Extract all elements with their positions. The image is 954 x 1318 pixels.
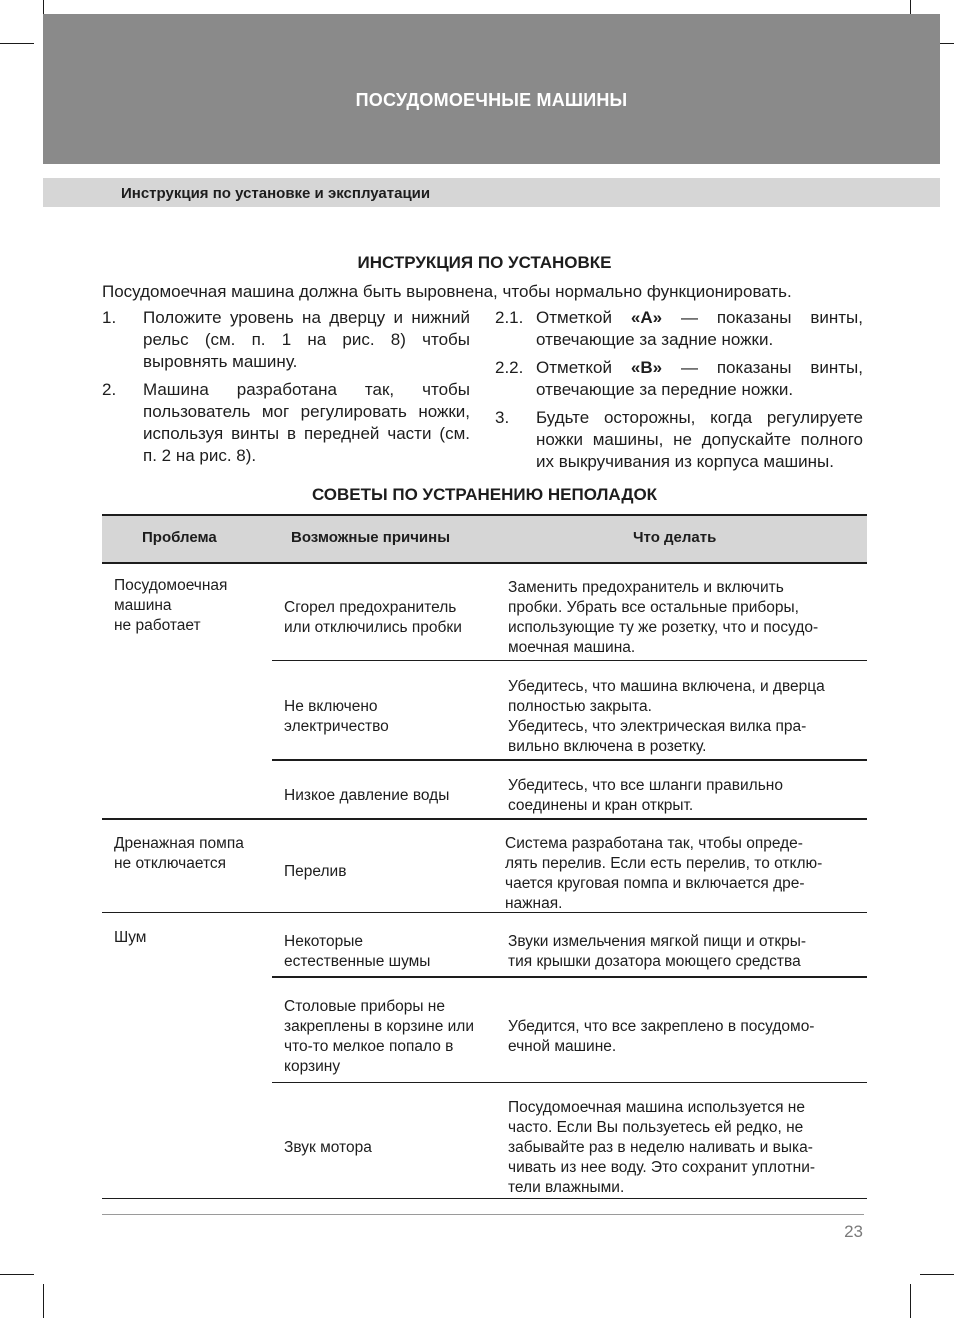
list-number: 1. [102, 308, 117, 327]
action-cell: Убедитесь, что все шланги правильно соединены и кран открыт. [508, 777, 783, 814]
column-header-problem: Проблема [142, 529, 217, 546]
problem-cell: Шум [114, 929, 147, 946]
list-item [495, 307, 863, 351]
list-text-pre: Отметкой [536, 308, 631, 327]
list-number: 2.1. [495, 308, 524, 327]
list-text: Будьте осторожны, когда регулируете ножки машины, не допускайте полного их выкручивания из корпуса машины. [536, 408, 863, 471]
page-title: ПОСУДОМОЕЧНЫЕ МАШИНЫ [355, 90, 628, 110]
install-list-right [495, 307, 863, 479]
list-number: 2.2. [495, 358, 524, 377]
row-divider [272, 976, 867, 978]
crop-mark [920, 1274, 954, 1275]
row-divider [272, 1082, 867, 1083]
row-divider [272, 759, 867, 761]
list-text: Положите уровень на дверцу и нижний рельс (см. п. 1 на рис. 8) чтобы выровнять машину. [143, 308, 470, 371]
group-divider [102, 912, 867, 913]
mark-a: «A» [630, 308, 663, 327]
install-title: ИНСТРУКЦИЯ ПО УСТАНОВКЕ [357, 253, 612, 272]
install-intro: Посудомоечная машина должна быть выровнена, чтобы нормально функционировать. [102, 282, 792, 301]
problem-cell: Дренажная помпа не отключается [114, 835, 244, 872]
list-number: 2. [102, 380, 117, 399]
cause-cell: Некоторые естественные шумы [284, 933, 431, 970]
action-cell: Система разработана так, чтобы опреде- лять перелив. Если есть перелив, то отклю- чается круговая помпа и включается дре- нажная. [505, 835, 823, 912]
action-cell: Убедится, что все закреплено в посудомо- ечной машине. [508, 1018, 815, 1055]
list-text-pre: Отметкой [536, 358, 631, 377]
list-number: 3. [495, 408, 510, 427]
subheader-band [43, 178, 940, 207]
action-cell: Посудомоечная машина используется не часто. Если Вы пользуетесь ей редко, не забывайте раз в неделю наливать и выка- чивать из нее воду. Это сохранит уплотни- тели влажными. [508, 1099, 816, 1196]
cause-cell: Низкое давление воды [284, 787, 450, 804]
crop-mark [910, 1284, 911, 1318]
list-text: Машина разработана так, чтобы пользователь мог регулировать ножки, используя винты в передней части (см. п. 2 на рис. 8). [143, 380, 470, 465]
page-subtitle: Инструкция по установке и эксплуатации [121, 185, 431, 202]
footer-divider [102, 1214, 864, 1215]
list-text-post: — показаны винты, отвечающие за задние ножки. [536, 308, 863, 349]
action-cell: Убедитесь, что машина включена, и дверца полностью закрыта. Убедитесь, что электрическая вилка пра- вильно включена в розетку. [508, 678, 825, 755]
list-text [536, 357, 863, 401]
column-header-causes: Возможные причины [291, 529, 451, 546]
list-item [102, 379, 470, 467]
cause-cell: Не включено электричество [284, 698, 389, 735]
troubleshooting-table [102, 514, 867, 564]
row-divider [272, 660, 867, 661]
list-text [536, 307, 863, 351]
list-item [495, 407, 863, 473]
action-cell: Звуки измельчения мягкой пищи и откры- тия крышки дозатора моющего средства [508, 933, 807, 970]
cause-cell: Перелив [284, 863, 347, 880]
list-item [495, 357, 863, 401]
problem-cell: Посудомоечная машина не работает [114, 577, 228, 634]
table-bottom-border [102, 1198, 867, 1199]
troubleshooting-title: СОВЕТЫ ПО УСТРАНЕНИЮ НЕПОЛАДОК [311, 485, 658, 504]
action-cell: Заменить предохранитель и включить пробки. Убрать все остальные приборы, использующие ту же розетку, что и посудо- моечная машина. [508, 579, 819, 656]
crop-mark [43, 1284, 44, 1318]
cause-cell: Сгорел предохранитель или отключились пробки [284, 599, 462, 636]
crop-mark [0, 1274, 34, 1275]
table-header [102, 514, 867, 564]
group-divider [102, 818, 867, 820]
list-text-post: — показаны винты, отвечающие за передние ножки. [536, 358, 863, 399]
cause-cell: Столовые приборы не закреплены в корзине или что-то мелкое попало в корзину [284, 998, 474, 1075]
header-band [43, 14, 940, 164]
page-number: 23 [844, 1222, 863, 1241]
column-header-actions: Что делать [633, 529, 717, 546]
list-item [102, 307, 470, 373]
mark-b: «B» [630, 358, 663, 377]
crop-mark [0, 43, 34, 44]
cause-cell: Звук мотора [284, 1139, 372, 1156]
install-list-left [102, 307, 470, 473]
